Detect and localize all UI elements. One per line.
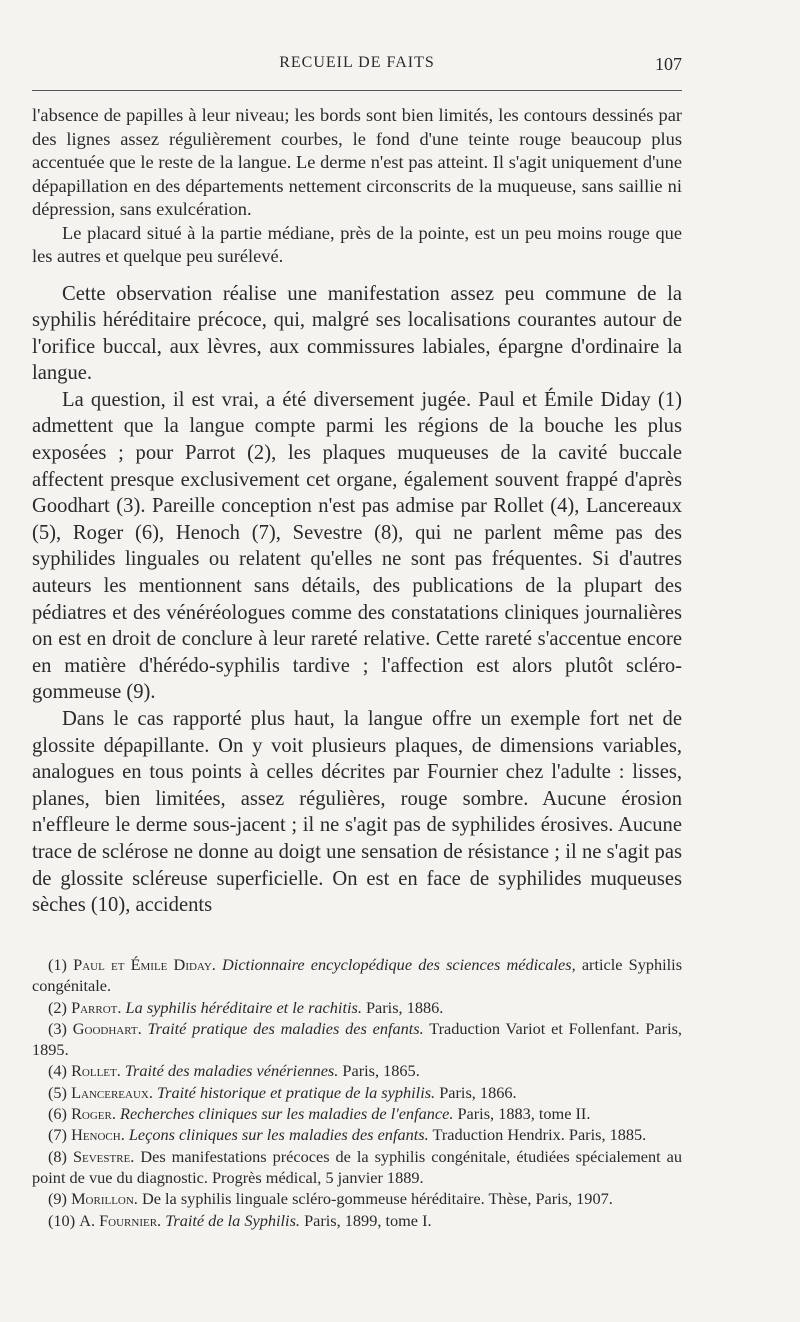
paragraph: La question, il est vrai, a été diversement jugée. Paul et Émile Diday (1) admettent que la langue compte parmi les régions de la bouche les plus exposées ; pour Parrot (2), les plaques muqueuses de la cavité buccale affectent presque exclusivement cet organe, également souvent frappé d'après Goodhart (3). Pareille conception n'est pas admise par Rollet (4), Lancereaux (5), Roger (6), Henoch (7), Sevestre (8), qui ne parlent même pas des syphilides linguales ou relatent qu'elles ne sont pas fréquentes. Si d'autres auteurs les mentionnent sans détails, des publications de la plupart des pédiatres et des vénéréologues comme des constatations cliniques journalières on est en droit de conclure à leur rareté relative. Cette rareté s'accentue encore en matière d'hérédo-syphilis tardive ; l'affection est alors plutôt scléro-gommeuse (9). xyxy=(32,388,682,704)
footnote-work: Traité des maladies vénériennes. xyxy=(124,1061,339,1081)
footnote-author: Goodhart. xyxy=(72,1018,142,1038)
footnote-work: Dictionnaire encyclopédique des sciences médicales, xyxy=(222,955,576,974)
footnote-number: (4) xyxy=(48,1061,67,1081)
footnote xyxy=(32,1060,682,1081)
footnote xyxy=(32,1188,682,1209)
footnote-work: Recherches cliniques sur les maladies de l'enfance. xyxy=(120,1104,454,1124)
footnote xyxy=(32,1124,682,1145)
footnote-work: Traité de la Syphilis. xyxy=(165,1210,300,1230)
paragraph: Le placard situé à la partie médiane, près de la pointe, est un peu moins rouge que les autres et quelque peu surélevé. xyxy=(32,222,682,266)
footnote-author: Parrot. xyxy=(71,997,122,1017)
paragraph: Dans le cas rapporté plus haut, la langue offre un exemple fort net de glossite dépapillante. On y voit plusieurs plaques, de dimensions variables, analogues en tous points à celles décrites par Fournier chez l'adulte : lisses, planes, bien limitées, assez régulières, rouge sombre. Aucune érosion n'effleure le derme sous-jacent ; il ne s'agit pas de syphilides érosives. Aucune trace de sclérose ne donne au doigt une sensation de résistance ; il ne s'agit pas de glossite scléreuse superficielle. On est en face de syphilides muqueuses sèches (10), accidents xyxy=(32,708,682,917)
footnote-number: (7) xyxy=(48,1125,67,1145)
footnote-work: Leçons cliniques sur les maladies des enfants. xyxy=(128,1125,429,1145)
footnote-author: Lancereaux. xyxy=(71,1082,153,1102)
footnote xyxy=(32,1103,682,1124)
running-header xyxy=(32,54,682,84)
footnote xyxy=(32,954,682,997)
footnote xyxy=(32,1018,682,1061)
footnote-author: Rollet. xyxy=(71,1061,121,1081)
footnote-author: A. Fournier. xyxy=(79,1210,162,1230)
paragraph: l'absence de papilles à leur niveau; les bords sont bien limités, les contours dessinés par des lignes assez régulièrement courbes, le fond d'une teinte rouge beaucoup plus accentuée que le reste de la langue. Le derme n'est pas atteint. Il s'agit uniquement d'une dépapillation en des départements nettement circonscrits de la muqueuse, sans saillie ni dépression, sans exulcération. xyxy=(32,105,682,219)
footnote-number: (10) xyxy=(48,1210,76,1230)
header-rule xyxy=(32,90,682,91)
footnote xyxy=(32,1082,682,1103)
footnote-work: La syphilis héréditaire et le rachitis. xyxy=(125,997,362,1017)
footnote-number: (9) xyxy=(48,1189,67,1209)
footnote-rest: Paris, 1883, tome II. xyxy=(457,1104,591,1124)
footnote-author: Henoch. xyxy=(71,1125,125,1145)
footnote-rest: Paris, 1899, tome I. xyxy=(304,1210,432,1230)
page-number: 107 xyxy=(655,54,682,74)
footnote-rest: Des manifestations précoces de la syphilis congénitale, étudiées spécialement au point de vue du diagnostic. Progrès médical, 5 janvier 1889. xyxy=(32,1146,682,1187)
footnote-work: Traité pratique des maladies des enfants. xyxy=(147,1018,424,1038)
body-text xyxy=(32,104,682,919)
footnote-rest: Paris, 1866. xyxy=(439,1082,517,1102)
footnote-rest: De la syphilis linguale scléro-gommeuse héréditaire. Thèse, Paris, 1907. xyxy=(141,1189,613,1209)
footnote-number: (8) xyxy=(48,1146,67,1166)
footnote-rest: Traduction Hendrix. Paris, 1885. xyxy=(432,1125,647,1145)
running-title: RECUEIL DE FAITS xyxy=(279,54,435,71)
footnote-author: Morillon. xyxy=(71,1189,138,1209)
footnote-work: Traité historique et pratique de la syphilis. xyxy=(157,1082,436,1102)
paragraph: Cette observation réalise une manifestation assez peu commune de la syphilis héréditaire précoce, qui, malgré ses localisations courantes autour de l'orifice buccal, aux lèvres, aux commissures labiales, épargne d'ordinaire la langue. xyxy=(32,282,682,385)
footnote-rest: article Syphilis congénitale. xyxy=(32,955,683,996)
footnote-rest: Paris, 1865. xyxy=(342,1061,420,1081)
footnote-rest: Paris, 1886. xyxy=(365,997,444,1017)
footnote-rest: Traduction Variot et Follenfant. Paris, 1895. xyxy=(32,1018,683,1060)
footnotes xyxy=(32,954,682,1231)
footnote-number: (3) xyxy=(48,1018,67,1038)
footnote-number: (6) xyxy=(48,1104,67,1124)
footnote xyxy=(32,1146,682,1189)
footnote xyxy=(32,997,682,1018)
footnote-author: Sevestre. xyxy=(72,1146,135,1166)
footnote xyxy=(32,1210,682,1231)
footnote-author: Paul et Émile Diday. xyxy=(73,955,216,974)
footnote-author: Roger. xyxy=(71,1104,116,1124)
footnote-number: (2) xyxy=(48,997,67,1017)
footnote-number: (1) xyxy=(48,955,67,974)
footnote-number: (5) xyxy=(48,1082,67,1102)
